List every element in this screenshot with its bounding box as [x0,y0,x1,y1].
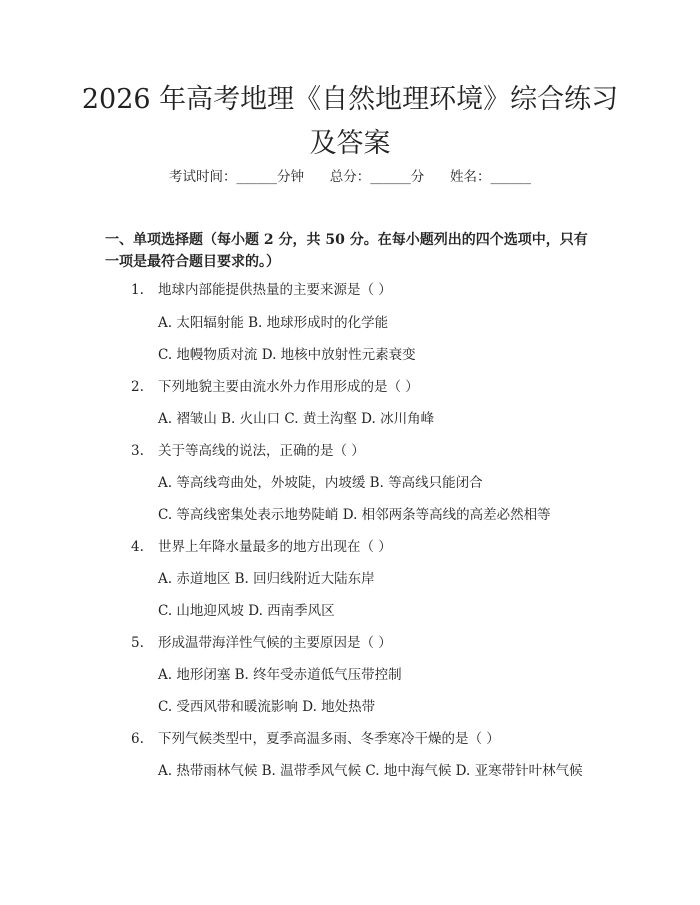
document-title: 2026 年高考地理《自然地理环境》综合练习及答案 [81,84,619,159]
question-stem [131,632,601,654]
question-stem [131,536,601,558]
question-text: 关于等高线的说法，正确的是（ ） [158,443,365,459]
question-options: A. 褶皱山 B. 火山口 C. 黄土沟壑 D. 冰川角峰 [158,411,435,427]
question-options: A. 热带雨林气候 B. 温带季风气候 C. 地中海气候 D. 亚寒带针叶林气候 [158,763,583,779]
question-text: 形成温带海洋性气候的主要原因是（ ） [158,635,392,651]
question-options: A. 等高线弯曲处，外坡陡，内坡缓 B. 等高线只能闭合 [158,475,483,491]
question-options: C. 受西风带和暖流影响 D. 地处热带 [158,699,376,715]
question-number: 4. [131,539,144,555]
question-number: 5. [131,635,144,651]
question-stem [131,440,601,462]
question-text: 下列气候类型中，夏季高温多雨、冬季寒冷干燥的是（ ） [158,731,500,747]
question-text: 下列地貌主要由流水外力作用形成的是（ ） [158,379,419,395]
question-number: 1. [131,282,144,298]
question-number: 2. [131,379,144,395]
question-options: A. 太阳辐射能 B. 地球形成时的化学能 [158,315,389,331]
question-number: 6. [131,731,144,747]
question-options: C. 等高线密集处表示地势陡峭 D. 相邻两条等高线的高差必然相等 [158,507,551,523]
question-text: 地球内部能提供热量的主要来源是（ ） [158,282,392,298]
question-number: 3. [131,443,144,459]
exam-info-line: 考试时间：______分钟 总分：______分 姓名：______ [169,169,531,185]
section-heading-single-choice: 一、单项选择题（每小题 2 分，共 50 分。在每小题列出的四个选项中，只有一项是最符合题目要求的。） [105,232,588,270]
question-options: C. 山地迎风坡 D. 西南季风区 [158,603,335,619]
question-options: A. 地形闭塞 B. 终年受赤道低气压带控制 [158,667,402,683]
question-stem [131,728,601,750]
question-stem [131,279,601,301]
question-options: C. 地幔物质对流 D. 地核中放射性元素衰变 [158,347,416,363]
question-options: A. 赤道地区 B. 回归线附近大陆东岸 [158,571,375,587]
question-text: 世界上年降水量最多的地方出现在（ ） [158,539,392,555]
question-stem [131,376,601,398]
